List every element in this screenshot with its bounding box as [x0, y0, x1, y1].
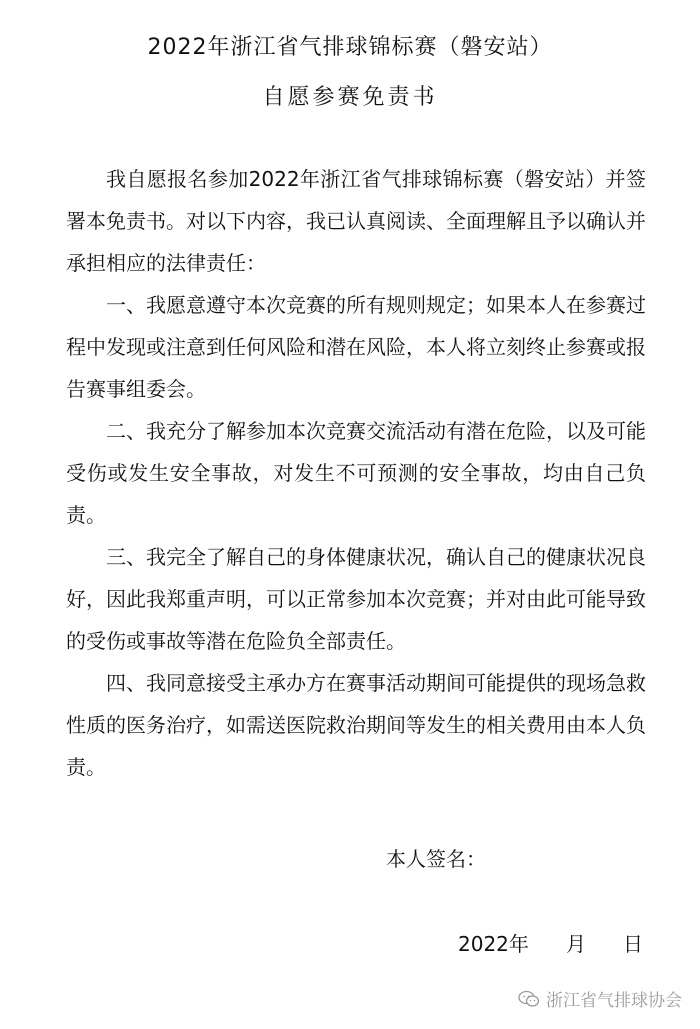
account-watermark — [518, 986, 682, 1011]
wechat-icon — [518, 990, 540, 1008]
document-subtitle: 自愿参赛免责书 — [262, 85, 438, 110]
document-body — [66, 158, 646, 788]
paragraph-intro: 我自愿报名参加2022年浙江省气排球锦标赛（磐安站）并签署本免责书。对以下内容，我已认真阅读、全面理解且予以确认并承担相应的法律责任： — [66, 167, 646, 275]
paragraph-item-2: 二、我充分了解参加本次竞赛交流活动有潜在危险，以及可能受伤或发生安全事故，对发生不可预测的安全事故，均由自己负责。 — [66, 419, 646, 527]
date-month: 月 — [566, 932, 586, 956]
paragraph-item-1: 一、我愿意遵守本次竞赛的所有规则规定；如果本人在参赛过程中发现或注意到任何风险和潜在风险，本人将立刻终止参赛或报告赛事组委会。 — [66, 293, 646, 401]
signature-label: 本人签名： — [386, 847, 486, 871]
date-day: 日 — [623, 932, 643, 956]
date-year: 2022年 — [458, 932, 529, 956]
date-line — [458, 928, 648, 954]
paragraph-item-3: 三、我完全了解自己的身体健康状况，确认自己的健康状况良好，因此我郑重声明，可以正常参加本次竞赛；并对由此可能导致的受伤或事故等潜在危险负全部责任。 — [66, 545, 646, 653]
document-title: 2022年浙江省气排球锦标赛（磐安站） — [147, 35, 553, 60]
paragraph-item-4: 四、我同意接受主承办方在赛事活动期间可能提供的现场急救性质的医务治疗，如需送医院救治期间等发生的相关费用由本人负责。 — [66, 671, 646, 779]
watermark-text: 浙江省气排球协会 — [546, 991, 682, 1011]
